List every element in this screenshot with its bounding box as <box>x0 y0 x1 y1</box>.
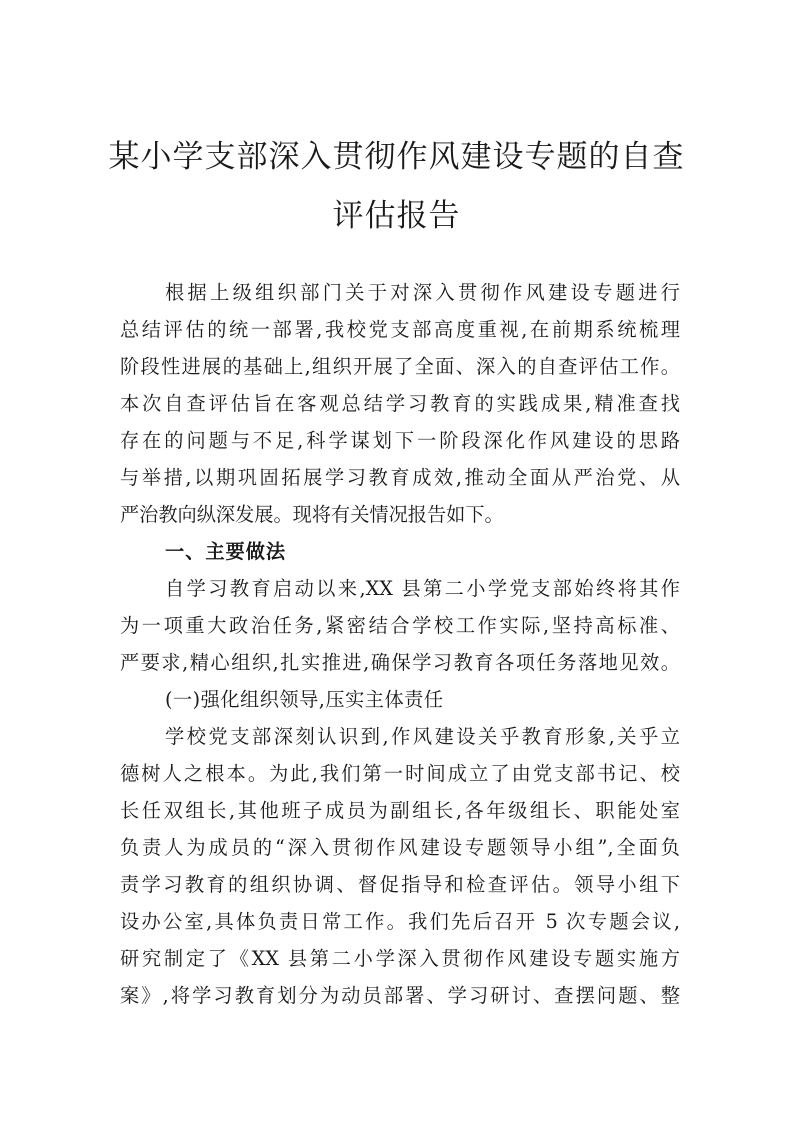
report-title-line-2: 评估报告 <box>332 198 461 234</box>
body-line: 自学习教育启动以来,XX 县第二小学党支部始终将其作 <box>165 577 680 600</box>
body-line: 案》,将学习教育划分为动员部署、学习研讨、查摆问题、整 <box>120 984 680 1007</box>
body-line: 阶段性进展的基础上,组织开展了全面、深入的自查评估工作。 <box>120 355 680 378</box>
body-line: 总结评估的统一部署,我校党支部高度重视,在前期系统梳理 <box>120 318 680 341</box>
subsection-heading: (一)强化组织领导,压实主体责任 <box>165 688 444 711</box>
body-line: 责学习教育的组织协调、督促指导和检查评估。领导小组下 <box>120 873 680 896</box>
body-line: 设办公室,具体负责日常工作。我们先后召开 5 次专题会议, <box>120 910 680 933</box>
body-line: 严治教向纵深发展。现将有关情况报告如下。 <box>120 503 504 526</box>
report-title-line-1: 某小学支部深入贯彻作风建设专题的自查 <box>108 139 685 175</box>
body-line: 存在的问题与不足,科学谋划下一阶段深化作风建设的思路 <box>120 429 680 452</box>
body-line: 负责人为成员的“深入贯彻作风建设专题领导小组”,全面负 <box>120 836 680 859</box>
section-heading: 一、主要做法 <box>165 540 287 563</box>
body-line: 与举措,以期巩固拓展学习教育成效,推动全面从严治党、从 <box>120 466 680 489</box>
body-line: 为一项重大政治任务,紧密结合学校工作实际,坚持高标准、 <box>120 614 680 637</box>
body-line: 本次自查评估旨在客观总结学习教育的实践成果,精准查找 <box>120 392 680 415</box>
body-line: 长任双组长,其他班子成员为副组长,各年级组长、职能处室 <box>120 799 680 822</box>
body-line: 德树人之根本。为此,我们第一时间成立了由党支部书记、校 <box>120 762 680 785</box>
body-line: 根据上级组织部门关于对深入贯彻作风建设专题进行 <box>165 281 680 304</box>
body-line: 严要求,精心组织,扎实推进,确保学习教育各项任务落地见效。 <box>120 651 680 674</box>
body-line: 学校党支部深刻认识到,作风建设关乎教育形象,关乎立 <box>165 725 680 748</box>
body-line: 研究制定了《XX 县第二小学深入贯彻作风建设专题实施方 <box>120 947 680 970</box>
